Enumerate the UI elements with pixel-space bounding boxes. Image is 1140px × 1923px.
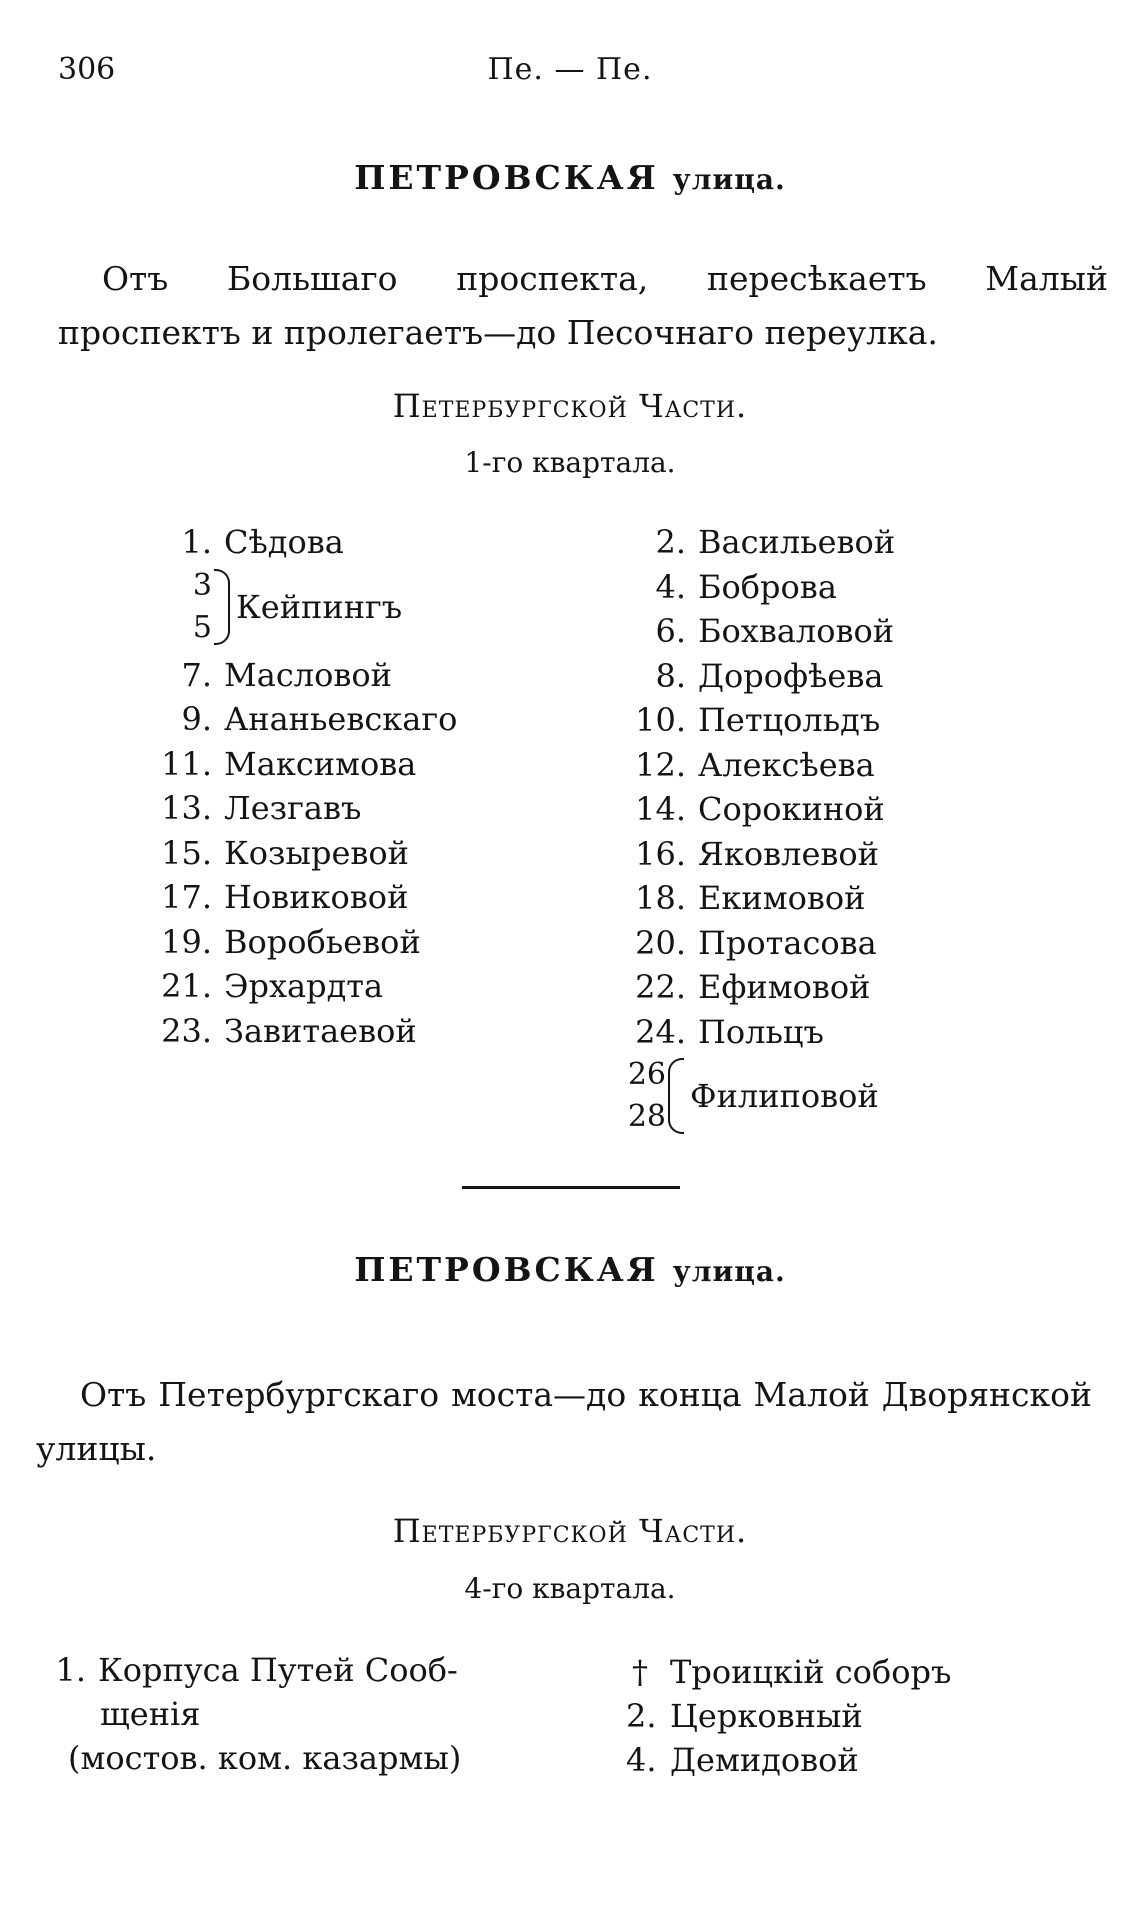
list-item	[618, 609, 895, 654]
list-item	[150, 920, 457, 965]
owner-name: Екимовой	[698, 879, 866, 917]
owner-name: Польцъ	[698, 1012, 824, 1051]
list-item	[150, 786, 457, 831]
house-number: 20.	[635, 923, 686, 962]
list-item-group	[150, 565, 457, 653]
list-item	[618, 698, 895, 743]
owner-name-line: Корпуса Путей Сооб-	[98, 1651, 458, 1689]
house-number-group	[618, 1054, 666, 1138]
section-1-street-name: ПЕТРОВСКАЯ	[354, 158, 659, 197]
list-item	[618, 965, 895, 1010]
list-item-group	[618, 1054, 895, 1142]
list-item	[618, 921, 895, 966]
owner-name: Лезгавъ	[224, 789, 362, 827]
owner-name: Церковный	[670, 1697, 863, 1735]
list-item	[150, 875, 457, 920]
running-head: Пе. — Пе.	[487, 52, 653, 87]
list-item	[618, 743, 895, 788]
list-item-continuation	[50, 1736, 461, 1780]
list-item	[150, 964, 457, 1009]
house-number: 12.	[635, 745, 686, 784]
list-item	[618, 520, 895, 565]
brace-mark	[668, 1058, 684, 1134]
list-item	[150, 1009, 457, 1054]
owner-name: Воробьевой	[224, 922, 421, 961]
owner-name: Максимова	[224, 744, 417, 783]
section-1-route: Отъ Большаго проспекта, пересѣкаетъ Малый проспектъ и пролегаетъ—до Песочнаго переулка.	[58, 259, 1108, 352]
list-item	[626, 1694, 951, 1738]
list-item	[626, 1738, 951, 1782]
list-item	[150, 742, 457, 787]
owner-name: Сѣдова	[224, 523, 344, 561]
house-number: 6.	[655, 612, 686, 650]
section-1-district: Петербургской Части.	[392, 387, 748, 425]
owner-name: Завитаевой	[224, 1011, 417, 1050]
house-number: 23.	[161, 1011, 212, 1050]
owner-name: Васильевой	[698, 523, 896, 561]
house-number: 17.	[161, 878, 212, 916]
section-2-quarter: 4-го квартала.	[464, 1572, 676, 1605]
section-2-right-column	[626, 1650, 951, 1782]
house-number: 21.	[161, 967, 212, 1005]
house-number: 13.	[161, 789, 212, 827]
section-2-route: Отъ Петербургскаго моста—до конца Малой Дворянской улицы.	[36, 1375, 1092, 1468]
list-item	[150, 831, 457, 876]
list-item	[150, 653, 457, 698]
list-item	[618, 832, 895, 877]
cross-icon: †	[632, 1653, 648, 1691]
house-number: 18.	[635, 879, 686, 917]
house-number: 3	[192, 567, 212, 603]
list-item	[618, 787, 895, 832]
owner-name: Ананьевскаго	[224, 700, 458, 738]
house-number: 22.	[635, 968, 686, 1006]
section-2-street-name: ПЕТРОВСКАЯ	[354, 1250, 659, 1289]
list-item	[618, 565, 895, 610]
house-number: 2.	[626, 1697, 657, 1735]
house-number-group	[150, 565, 212, 649]
owner-name: Дорофѣева	[698, 656, 884, 695]
section-1-title	[0, 158, 1140, 197]
house-number: 9.	[181, 700, 212, 738]
house-number: 1.	[55, 1651, 86, 1689]
house-number: 11.	[161, 744, 212, 783]
section-1-street-kind: улица.	[672, 163, 786, 196]
house-number: 19.	[161, 922, 212, 961]
owner-name: Петцольдъ	[698, 701, 881, 739]
section-1-left-column	[150, 520, 457, 1053]
house-number: 14.	[635, 790, 686, 828]
house-number: 4.	[655, 567, 686, 606]
section-2-district: Петербургской Части.	[392, 1512, 748, 1550]
owner-name: Козыревой	[224, 833, 409, 872]
house-number: 5	[192, 609, 212, 645]
owner-name: Ефимовой	[698, 968, 871, 1006]
owner-name: Яковлевой	[698, 834, 879, 873]
house-number: 10.	[635, 701, 686, 739]
section-1-quarter: 1-го квартала.	[464, 446, 676, 479]
owner-name-line: (мостов. ком. казармы)	[68, 1739, 462, 1777]
owner-name: Новиковой	[224, 878, 409, 916]
house-number: 15.	[161, 833, 212, 872]
owner-name: Бохваловой	[698, 612, 895, 650]
house-number: 1.	[181, 523, 212, 561]
owner-name: Алексѣева	[698, 745, 875, 784]
owner-name: Боброва	[698, 567, 837, 606]
owner-name-line: щенія	[100, 1695, 201, 1733]
owner-name: Протасова	[698, 923, 877, 962]
house-number: 7.	[181, 655, 212, 694]
owner-name: Масловой	[224, 655, 392, 694]
list-item	[626, 1650, 951, 1694]
house-number: 24.	[635, 1012, 686, 1051]
section-2-left-column	[50, 1648, 461, 1780]
list-item	[150, 520, 457, 565]
house-number: 16.	[635, 834, 686, 873]
list-item	[150, 697, 457, 742]
list-item	[50, 1648, 461, 1692]
brace-mark	[214, 569, 230, 645]
owner-name: Кейпингъ	[236, 587, 403, 626]
house-number: 4.	[626, 1741, 657, 1779]
house-number: 26	[627, 1057, 666, 1092]
house-number: 2.	[655, 523, 686, 561]
house-number: 8.	[655, 656, 686, 695]
list-item	[618, 876, 895, 921]
owner-name: Филиповой	[690, 1077, 879, 1115]
section-2-street-kind: улица.	[672, 1255, 786, 1288]
owner-name: Эрхардта	[224, 967, 384, 1005]
owner-name: Демидовой	[670, 1741, 859, 1779]
section-2-title	[0, 1250, 1140, 1289]
page-number: 306	[58, 52, 116, 87]
list-item	[618, 1010, 895, 1055]
owner-name: Троицкій соборъ	[670, 1653, 952, 1691]
section-divider	[462, 1186, 680, 1189]
owner-name: Сорокиной	[698, 790, 885, 828]
section-1-right-column	[618, 520, 895, 1142]
list-item	[618, 654, 895, 699]
house-number: 28	[627, 1099, 666, 1134]
list-item-continuation	[50, 1692, 461, 1736]
